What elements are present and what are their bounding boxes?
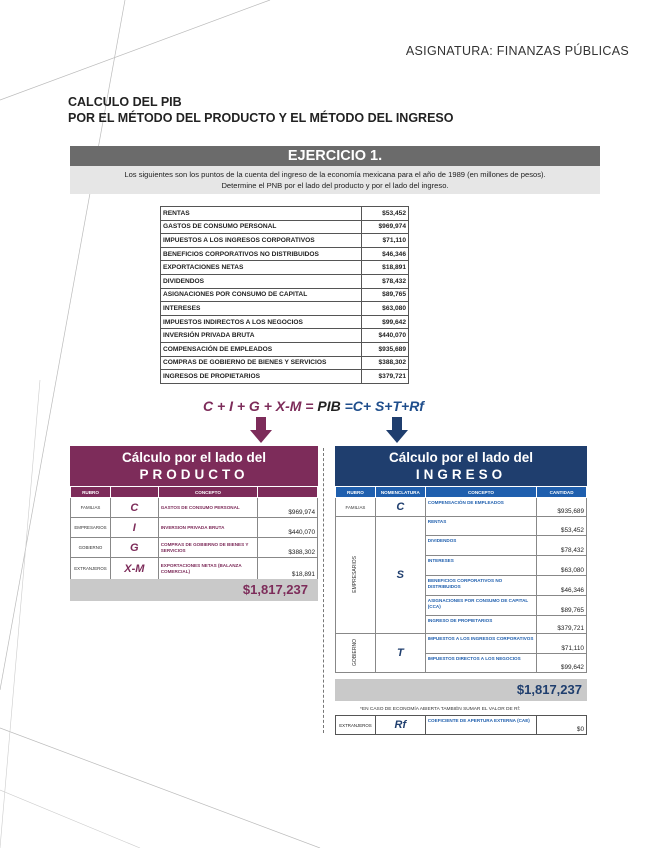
cantidad-header: CANTIDAD: [537, 487, 587, 498]
concepto-cell: INTERESES: [425, 556, 536, 576]
account-value: $969,974: [362, 220, 409, 234]
exercise-description: [70, 166, 600, 194]
amount-cell: $935,689: [537, 498, 587, 517]
concepto-cell: ASIGNACIONES POR CONSUMO DE CAPITAL (CCA): [425, 596, 536, 616]
account-value: $99,642: [362, 315, 409, 329]
table-row: [161, 356, 409, 370]
concepto-cell: EXPORTACIONES NETAS (BALANZA COMERCIAL): [158, 558, 258, 580]
ingreso-total-value: $1,817,237: [516, 682, 582, 697]
nomenclatura-cell: Rf: [375, 716, 425, 735]
table-row: [161, 207, 409, 221]
formula-pib: PIB: [317, 398, 341, 414]
account-label: IMPUESTOS A LOS INGRESOS CORPORATIVOS: [161, 234, 362, 248]
account-label: INGRESOS DE PROPIETARIOS: [161, 370, 362, 384]
table-row: [71, 538, 318, 558]
table-row: [336, 498, 587, 517]
ingreso-header-line-1: Cálculo por el lado del: [388, 450, 534, 465]
amount-cell: $18,891: [258, 558, 318, 580]
table-row: [336, 634, 587, 654]
concepto-cell: INGRESO DE PROPIETARIOS: [425, 616, 536, 634]
table-row: [336, 716, 587, 735]
table-row: [161, 220, 409, 234]
rubro-empresarios-label: EMPRESARIOS: [352, 556, 359, 593]
table-row: [71, 558, 318, 580]
column-divider: [323, 448, 324, 733]
ingreso-header: [335, 446, 587, 486]
rubro-cell: EMPRESARIOS: [71, 518, 111, 538]
nomenclatura-cell: C: [375, 498, 425, 517]
table-row: [161, 329, 409, 343]
cantidad-header: [258, 487, 318, 498]
concepto-cell: IMPUESTOS DIRECTOS A LOS NEGOCIOS: [425, 654, 536, 673]
account-value: $89,765: [362, 288, 409, 302]
amount-cell: $969,974: [258, 498, 318, 518]
producto-header-row: [71, 487, 318, 498]
rubro-cell: EXTRANJEROS: [336, 716, 376, 735]
rubro-cell: FAMILIAS: [71, 498, 111, 518]
concepto-cell: INVERSION PRIVADA BRUTA: [158, 518, 258, 538]
ingreso-table: [335, 486, 587, 673]
rubro-cell: EXTRANJEROS: [71, 558, 111, 580]
arrow-down-ingreso-icon: [386, 417, 408, 443]
account-value: $63,080: [362, 302, 409, 316]
nomenclatura-cell: X-M: [110, 558, 158, 580]
amount-cell: $388,302: [258, 538, 318, 558]
account-value: $71,110: [362, 234, 409, 248]
account-value: $379,721: [362, 370, 409, 384]
concepto-cell: BENEFICIOS CORPORATIVOS NO DISTRIBUIDOS: [425, 576, 536, 596]
amount-cell: $99,642: [537, 654, 587, 673]
open-economy-note: *EN CASO DE ECONOMÍA ABIERTA TAMBIÉN SUMAR EL VALOR DE Rf:: [360, 707, 521, 712]
concepto-header: CONCEPTO: [425, 487, 536, 498]
amount-cell: $46,346: [537, 576, 587, 596]
table-row: [71, 498, 318, 518]
formula-product-side: C + I + G + X-M =: [203, 398, 318, 414]
accounts-table: [160, 206, 409, 384]
table-row: [161, 261, 409, 275]
concepto-cell: RENTAS: [425, 517, 536, 536]
nomenclatura-cell: G: [110, 538, 158, 558]
ingreso-header-row: [336, 487, 587, 498]
account-label: RENTAS: [161, 207, 362, 221]
table-row: [161, 342, 409, 356]
ingreso-total: [335, 679, 587, 701]
exercise-desc-line-1: Los siguientes son los puntos de la cuenta del ingreso de la economía mexicana para el año de 1989 (en millones de pesos).: [124, 170, 546, 179]
account-value: $388,302: [362, 356, 409, 370]
nomenclatura-cell: C: [110, 498, 158, 518]
table-row: [161, 315, 409, 329]
formula-income-side: =C+ S+T+Rf: [340, 398, 424, 414]
table-row: [161, 288, 409, 302]
amount-cell: $78,432: [537, 536, 587, 556]
rubro-gobierno-label: GOBIERNO: [352, 639, 359, 666]
producto-header: [70, 446, 318, 486]
account-label: GASTOS DE CONSUMO PERSONAL: [161, 220, 362, 234]
table-row: [161, 302, 409, 316]
rubro-cell: [336, 634, 376, 673]
open-economy-table: [335, 715, 587, 735]
table-row: [161, 274, 409, 288]
account-label: EXPORTACIONES NETAS: [161, 261, 362, 275]
table-row: [161, 247, 409, 261]
amount-cell: $89,765: [537, 596, 587, 616]
concepto-cell: GASTOS DE CONSUMO PERSONAL: [158, 498, 258, 518]
account-label: DIVIDENDOS: [161, 274, 362, 288]
table-row: [336, 517, 587, 536]
account-label: BENEFICIOS CORPORATIVOS NO DISTRIBUIDOS: [161, 247, 362, 261]
amount-cell: $440,070: [258, 518, 318, 538]
account-value: $78,432: [362, 274, 409, 288]
concepto-cell: IMPUESTOS A LOS INGRESOS CORPORATIVOS: [425, 634, 536, 654]
rubro-cell: [336, 517, 376, 634]
rubro-cell: GOBIERNO: [71, 538, 111, 558]
concepto-cell: COMPENSACIÓN DE EMPLEADOS: [425, 498, 536, 517]
ingreso-header-line-2: INGRESO: [415, 467, 507, 482]
amount-cell: $53,452: [537, 517, 587, 536]
title-line-1: CALCULO DEL PIB: [68, 95, 182, 109]
producto-header-line-1: Cálculo por el lado del: [121, 450, 267, 465]
exercise-desc-line-2: Determine el PNB por el lado del producto y por el lado del ingreso.: [221, 181, 449, 190]
amount-cell: $63,080: [537, 556, 587, 576]
table-row: [161, 370, 409, 384]
rubro-header: RUBRO: [71, 487, 111, 498]
concepto-header: CONCEPTO: [158, 487, 258, 498]
nomenclatura-cell: I: [110, 518, 158, 538]
account-value: $440,070: [362, 329, 409, 343]
producto-total: [70, 579, 318, 601]
title-line-2: POR EL MÉTODO DEL PRODUCTO Y EL MÉTODO DEL INGRESO: [68, 111, 454, 125]
exercise-title: EJERCICIO 1.: [70, 146, 600, 166]
table-row: [71, 518, 318, 538]
account-label: IMPUESTOS INDIRECTOS A LOS NEGOCIOS: [161, 315, 362, 329]
rubro-header: RUBRO: [336, 487, 376, 498]
page-title: [68, 94, 454, 126]
account-value: $935,689: [362, 342, 409, 356]
producto-header-line-2: PRODUCTO: [139, 467, 249, 482]
pib-formula: [203, 398, 424, 414]
account-value: $46,346: [362, 247, 409, 261]
rubro-cell: FAMILIAS: [336, 498, 376, 517]
concepto-cell: COMPRAS DE GOBIERNO DE BIENES Y SERVICIOS: [158, 538, 258, 558]
amount-cell: $379,721: [537, 616, 587, 634]
nomenclatura-cell: S: [375, 517, 425, 634]
table-row: [161, 234, 409, 248]
concepto-cell: COEFICIENTE DE APERTURA EXTERNA (CAE): [425, 716, 536, 735]
account-label: COMPRAS DE GOBIERNO DE BIENES Y SERVICIOS: [161, 356, 362, 370]
subject-header: ASIGNATURA: FINANZAS PÚBLICAS: [405, 44, 629, 58]
nomenclatura-header: [110, 487, 158, 498]
nomenclatura-cell: T: [375, 634, 425, 673]
nomenclatura-header: NOMENCLATURA: [375, 487, 425, 498]
producto-total-value: $1,817,237: [242, 582, 308, 597]
account-label: INTERESES: [161, 302, 362, 316]
account-value: $18,891: [362, 261, 409, 275]
arrow-down-producto-icon: [250, 417, 272, 443]
amount-cell: $0: [537, 716, 587, 735]
account-label: ASIGNACIONES POR CONSUMO DE CAPITAL: [161, 288, 362, 302]
account-value: $53,452: [362, 207, 409, 221]
producto-table: [70, 486, 318, 580]
concepto-cell: DIVIDENDOS: [425, 536, 536, 556]
amount-cell: $71,110: [537, 634, 587, 654]
account-label: COMPENSACIÓN DE EMPLEADOS: [161, 342, 362, 356]
account-label: INVERSIÓN PRIVADA BRUTA: [161, 329, 362, 343]
